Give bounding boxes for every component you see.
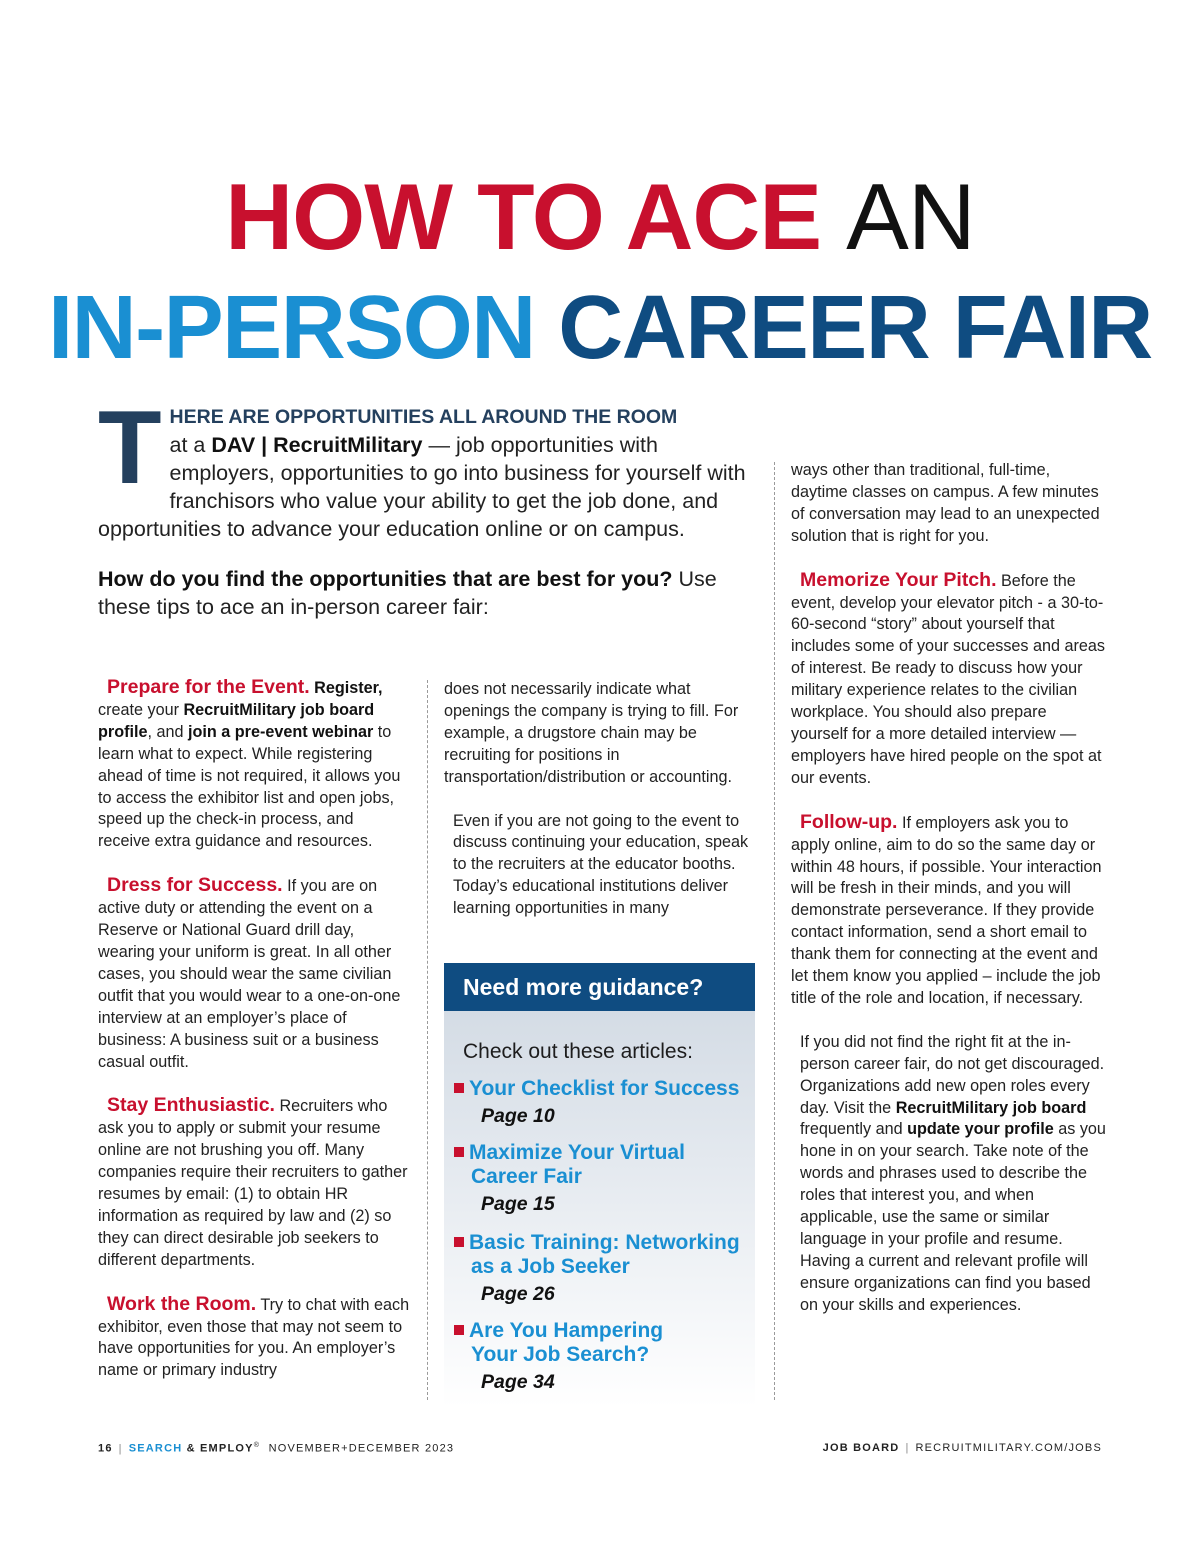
col2-paragraph-2: Even if you are not going to the event to discuss continuing your education, speak to the recruiters at the educator booths. Today’s educational institutions deliver learning opportunities in many [453,811,749,918]
issue-date: NOVEMBER+DECEMBER 2023 [268,1442,455,1455]
enthusiastic-text: Recruiters who ask you to apply or submit your resume online are not brushing you off. Many companies require their recruiters to gather resumes by email: (1) to obtain HR information as required by law and (2) so they can direct desirable job seekers to different departments. [98,1097,408,1269]
bold-job-board: RecruitMilitary job board [895,1098,1087,1117]
article-page: Page 26 [481,1283,555,1305]
article-page: Page 15 [481,1193,555,1215]
footer-separator: | [905,1442,910,1454]
article-title-line-2: as a Job Seeker [471,1255,630,1278]
col3-closing-paragraph [791,1032,1106,1317]
square-bullet-icon [454,1083,464,1093]
footer-url[interactable]: RECRUITMILITARY.COM/JOBS [915,1442,1102,1454]
section-pitch [791,570,1106,790]
prepare-text-2: , and [147,722,184,741]
footer-right [823,1442,1102,1454]
work-room-text: Try to chat with each exhibitor, even those that may not seem to have opportunities for you. An employer’s name or primary industry [98,1295,410,1380]
section-enthusiastic [98,1095,410,1271]
closing-text-1: If you did not find the right fit at the in-person career fair, do not get discouraged. Organizations add new open roles every day. Visit the [800,1032,1105,1117]
column-divider-2 [774,462,775,1400]
intro-lead: HERE ARE OPPORTUNITIES ALL AROUND THE ROOM [169,406,678,428]
section-dress [98,875,410,1073]
headline-red-text: HOW TO ACE [225,164,822,269]
bold-register: Register, [314,679,383,697]
article-page: Page 10 [481,1105,555,1127]
article-link[interactable] [454,1077,754,1128]
bold-webinar: join a pre-event webinar [187,722,374,741]
heading-pitch: Memorize Your Pitch. [800,568,997,591]
article-link[interactable] [454,1319,754,1394]
column-2 [444,679,759,942]
prepare-text-1: create your [98,700,179,719]
registered-mark: ® [253,1442,261,1449]
column-1 [98,677,410,1404]
headline-black-text: AN [846,164,975,269]
square-bullet-icon [454,1325,464,1335]
article-title-line-2: Your Job Search? [471,1343,650,1366]
headline-line-2 [0,278,1200,378]
article-title: Maximize Your Virtual [469,1141,685,1164]
bold-job-board-profile: RecruitMilitary job board profile [98,700,375,741]
question-rest: Use these tips to ace an in-person career fair: [98,567,717,619]
article-link[interactable] [454,1231,754,1306]
question-bold: How do you find the opportunities that are best for you? [98,567,673,591]
section-work-room [98,1294,410,1383]
square-bullet-icon [454,1147,464,1157]
intro-text-b: — job opportunities with employers, opportunities to go into business for yourself with franchisors who value your ability to get the job done, and opportunities to advance your education online or on campus. [98,433,746,541]
intro-text-a: at a [169,433,206,457]
heading-dress: Dress for Success. [107,874,283,897]
drop-cap: T [98,390,162,506]
guidance-box [444,963,755,1407]
magazine-name-search: SEARCH [128,1442,183,1455]
bold-update-profile: update your profile [907,1120,1054,1139]
dress-text: If you are on active duty or attending the event on a Reserve or National Guard drill day, wearing your uniform is great. In all other cases, you should wear the same civilian outfit that you would wear to a one-on-one interview at an employer’s place of business: A business suit or a business casual outfit. [98,877,401,1071]
guidance-box-subheading: Check out these articles: [463,1040,693,1063]
magazine-name-employ: & EMPLOY [186,1442,254,1455]
pitch-text: Before the event, develop your elevator pitch - a 30-to-60-second “story” about yourself that includes some of your successes and areas of interest. Be ready to discuss how your military experience relates to the civilian workplace. You should also prepare yourself for a more detailed interview — employers have hired people on the spot at our events. [791,571,1106,787]
headline-lightblue-text: IN-PERSON [48,278,535,378]
heading-enthusiastic: Stay Enthusiastic. [107,1094,275,1117]
heading-follow-up: Follow-up. [800,810,898,833]
footer-separator: | [118,1442,123,1455]
article-page: Page 34 [481,1371,555,1393]
closing-text-2: frequently and [800,1120,903,1139]
prepare-text-3: to learn what to expect. While registering ahead of time is not required, it allows you to access the exhibitor list and open jobs, speed up the check-in process, and receive extra guidance and resources. [98,722,401,851]
intro-paragraph [98,390,758,543]
follow-up-text: If employers ask you to apply online, aim to do so the same day or within 48 hours, if possible. Your interaction will be fresh in their minds, and you will demonstrate perseverance. If they provide contact information, send a short email to thank them for connecting at the event and let them know you applied – include the job title of the role and location, if necessary. [791,813,1102,1007]
article-link[interactable] [454,1141,754,1216]
col2-paragraph-1: does not necessarily indicate what openings the company is trying to fill. For example, a drugstore chain may be recruiting for positions in transportation/distribution or accounting. [444,680,739,786]
section-prepare [98,677,410,853]
col3-paragraph-0: ways other than traditional, full-time, daytime classes on campus. A few minutes of conversation may lead to an unexpected solution that is right for you. [791,461,1100,545]
square-bullet-icon [454,1237,464,1247]
footer-left [98,1442,454,1455]
closing-text-3: as you hone in on your search. Take note of the words and phrases used to describe the roles that interest you, and when applicable, use the same or similar language in your profile and resume. Having a current and relevant profile will ensure organizations can find you based on your skills and experiences. [800,1120,1106,1314]
footer-job-board-label: JOB BOARD [822,1442,900,1454]
column-divider-1 [427,680,428,1400]
intro-question [98,565,768,621]
section-follow-up [791,812,1106,1010]
heading-work-room: Work the Room. [107,1292,257,1315]
headline-line-1 [0,164,1200,269]
article-title-line-2: Career Fair [471,1165,582,1188]
column-3 [791,460,1106,1339]
article-title: Your Checklist for Success [469,1077,740,1100]
article-title: Basic Training: Networking [469,1231,740,1254]
guidance-box-heading: Need more guidance? [444,963,755,1011]
heading-prepare: Prepare for the Event. [107,676,310,698]
page-number: 16 [98,1442,113,1455]
article-title: Are You Hampering [469,1319,664,1342]
headline-darkblue-text: CAREER FAIR [558,278,1152,378]
intro-bold-brand: DAV | RecruitMilitary [211,433,423,457]
